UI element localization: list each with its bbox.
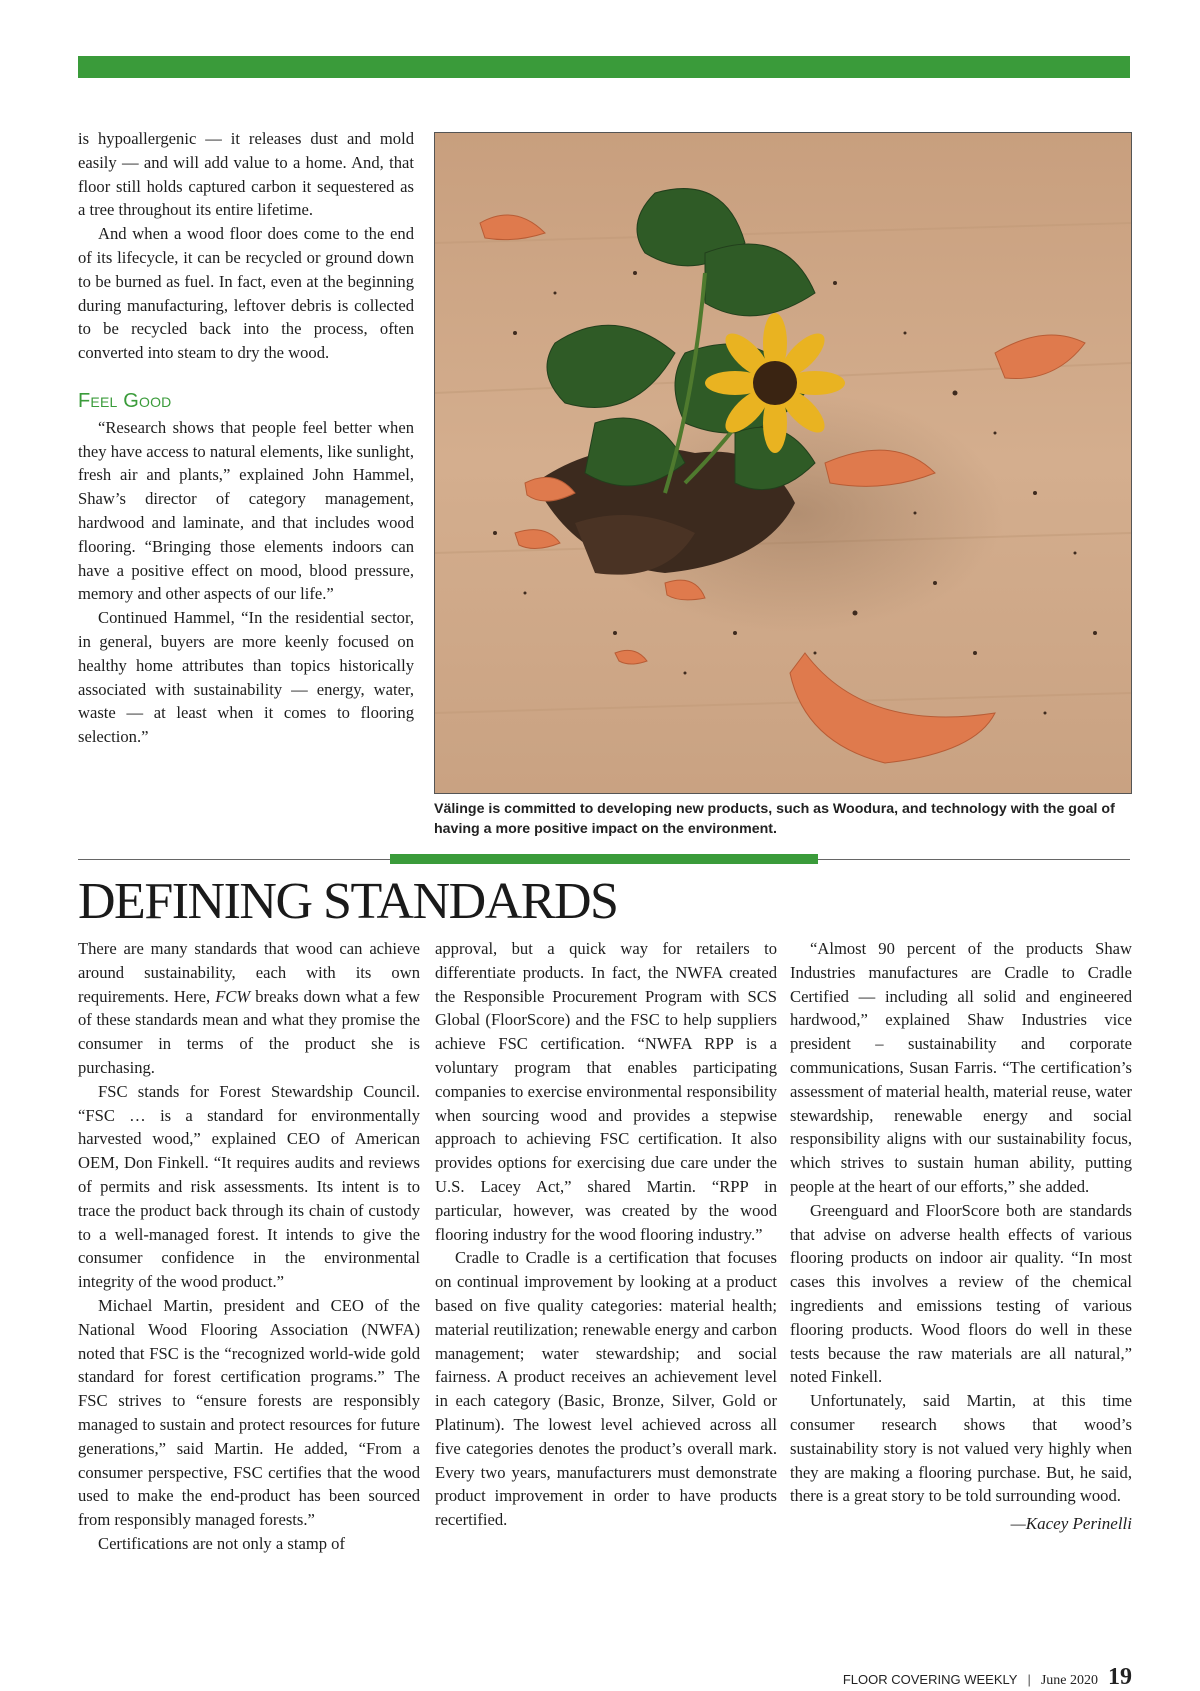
paragraph: Unfortunately, said Martin, at this time consumer research shows that wood’s sustainability story is not valued very highly when they are making a flooring purchase. But, he said, there is a great story to be told surrounding wood. xyxy=(790,1391,1132,1506)
paragraph: approval, but a quick way for retailers to differentiate products. In fact, the NWFA created the Responsible Procurement Program with SCS Global (FloorScore) and the FSC to help suppliers achieve FSC certification. “NWFA RPP is a voluntary program that enables participating companies to exercise environmental responsibility when sourcing wood and provides a stepwise approach to achieving FSC certification. It also provides options for exercising due care under the U.S. Lacey Act,” shared Martin. “RPP in particular, however, was created by the wood flooring industry for the wood flooring industry.” xyxy=(435,939,777,1244)
section-divider-accent xyxy=(390,854,818,864)
text-run: There are many standards that wood can achieve around sustainability, each with its own requirements. Here, xyxy=(78,939,420,1006)
paragraph: Greenguard and FloorScore both are standards that advise on adverse health effects of various flooring products on indoor air quality. “In most cases this involves a review of the chemical ingredients and emissions testing of various flooring products. Wood floors do well in these tests because the raw materials are all natural,” noted Finkell. xyxy=(790,1200,1132,1387)
paragraph xyxy=(78,937,420,1080)
paragraph: is hypoallergenic — it releases dust and mold easily — and will add value to a home. And, that floor still holds captured carbon it sequestered as a tree throughout its entire lifetime. xyxy=(78,129,414,220)
page-number: 19 xyxy=(1108,1664,1132,1690)
photo-caption: Välinge is committed to developing new products, such as Woodura, and technology with the goal of having a more positive impact on the environment. xyxy=(434,801,1115,837)
footer-separator: | xyxy=(1027,1672,1031,1687)
top-accent-bar xyxy=(78,56,1130,78)
author-byline: —Kacey Perinelli xyxy=(1010,1514,1132,1534)
photo-illustration xyxy=(435,133,1131,793)
article-column-2 xyxy=(435,937,777,1532)
sunflower-pot-photo xyxy=(434,132,1132,794)
article-headline: DEFINING STANDARDS xyxy=(78,873,618,930)
paragraph: Michael Martin, president and CEO of the National Wood Flooring Association (NWFA) noted that FSC is the “recognized world-wide gold standard for forest certification programs.” The FSC strives to “ensure forests are responsibly managed to sustain and protect resources for future generations,” said Martin. He added, “From a consumer perspective, FSC certifies that the wood used to make the end-product has been sourced from responsibly managed forests.” xyxy=(78,1295,420,1530)
paragraph: Continued Hammel, “In the residential sector, in general, buyers are more keenly focused on healthy home attributes than topics historically associated with sustainability — energy, water, waste — at least when it comes to flooring selection.” xyxy=(78,608,414,747)
text-run: breaks down what a few of these standards mean and what they promise the consumer in terms of the product she is purchasing. xyxy=(78,986,420,1077)
paragraph: FSC stands for Forest Stewardship Council. “FSC … is a standard for environmentally harvested wood,” explained CEO of American OEM, Don Finkell. “It requires audits and reviews of permits and risk assessments. Its intent is to trace the product back through its chain of custody to a well-managed forest. It intends to give the consumer confidence in the environmental integrity of the wood product.” xyxy=(78,1081,420,1292)
paragraph: “Research shows that people feel better when they have access to natural elements, like sunlight, fresh air and plants,” explained John Hammel, Shaw’s director of category management, hardwood and laminate, and that includes wood flooring. “Bringing those elements indoors can have a positive effect on mood, blood pressure, memory and other aspects of our life.” xyxy=(78,417,414,604)
issue-date: June 2020 xyxy=(1040,1673,1098,1688)
article-column-1 xyxy=(78,937,420,1556)
paragraph: Cradle to Cradle is a certification that focuses on continual improvement by looking at a product based on five quality categories: material health; material reutilization; renewable energy and carbon management; water stewardship; and social fairness. A product receives an achievement level in each category (Basic, Bronze, Silver, Gold or Platinum). The lowest level achieved across all five categories denotes the product’s overall mark. Every two years, manufacturers must demonstrate product improvement in order to have products recertified. xyxy=(435,1248,778,1530)
paragraph: Certifications are not only a stamp of xyxy=(98,1533,345,1553)
article-column-3 xyxy=(790,937,1132,1536)
page-footer xyxy=(843,1664,1132,1691)
publication-name: FLOOR COVERING WEEKLY xyxy=(842,1672,1018,1687)
section-subhead: Feel Good xyxy=(78,389,172,412)
publication-abbrev: FCW xyxy=(215,986,251,1006)
top-left-column xyxy=(78,127,414,749)
paragraph: And when a wood floor does come to the end of its lifecycle, it can be recycled or ground down to be burned as fuel. In fact, even at the beginning during manufacturing, leftover debris is collected to be recycled back into the process, often converted into steam to dry the wood. xyxy=(78,224,414,363)
paragraph: “Almost 90 percent of the products Shaw Industries manufactures are Cradle to Cradle Certified — including all solid and engineered hardwood,” explained Shaw Industries vice president – sustainability and corporate communications, Susan Farris. “The certification’s assessment of material health, material reuse, water stewardship, renewable energy and social responsibility aligns with our sustainability focus, which strives to sustain human ability, putting people at the heart of our efforts,” she added. xyxy=(790,939,1132,1196)
